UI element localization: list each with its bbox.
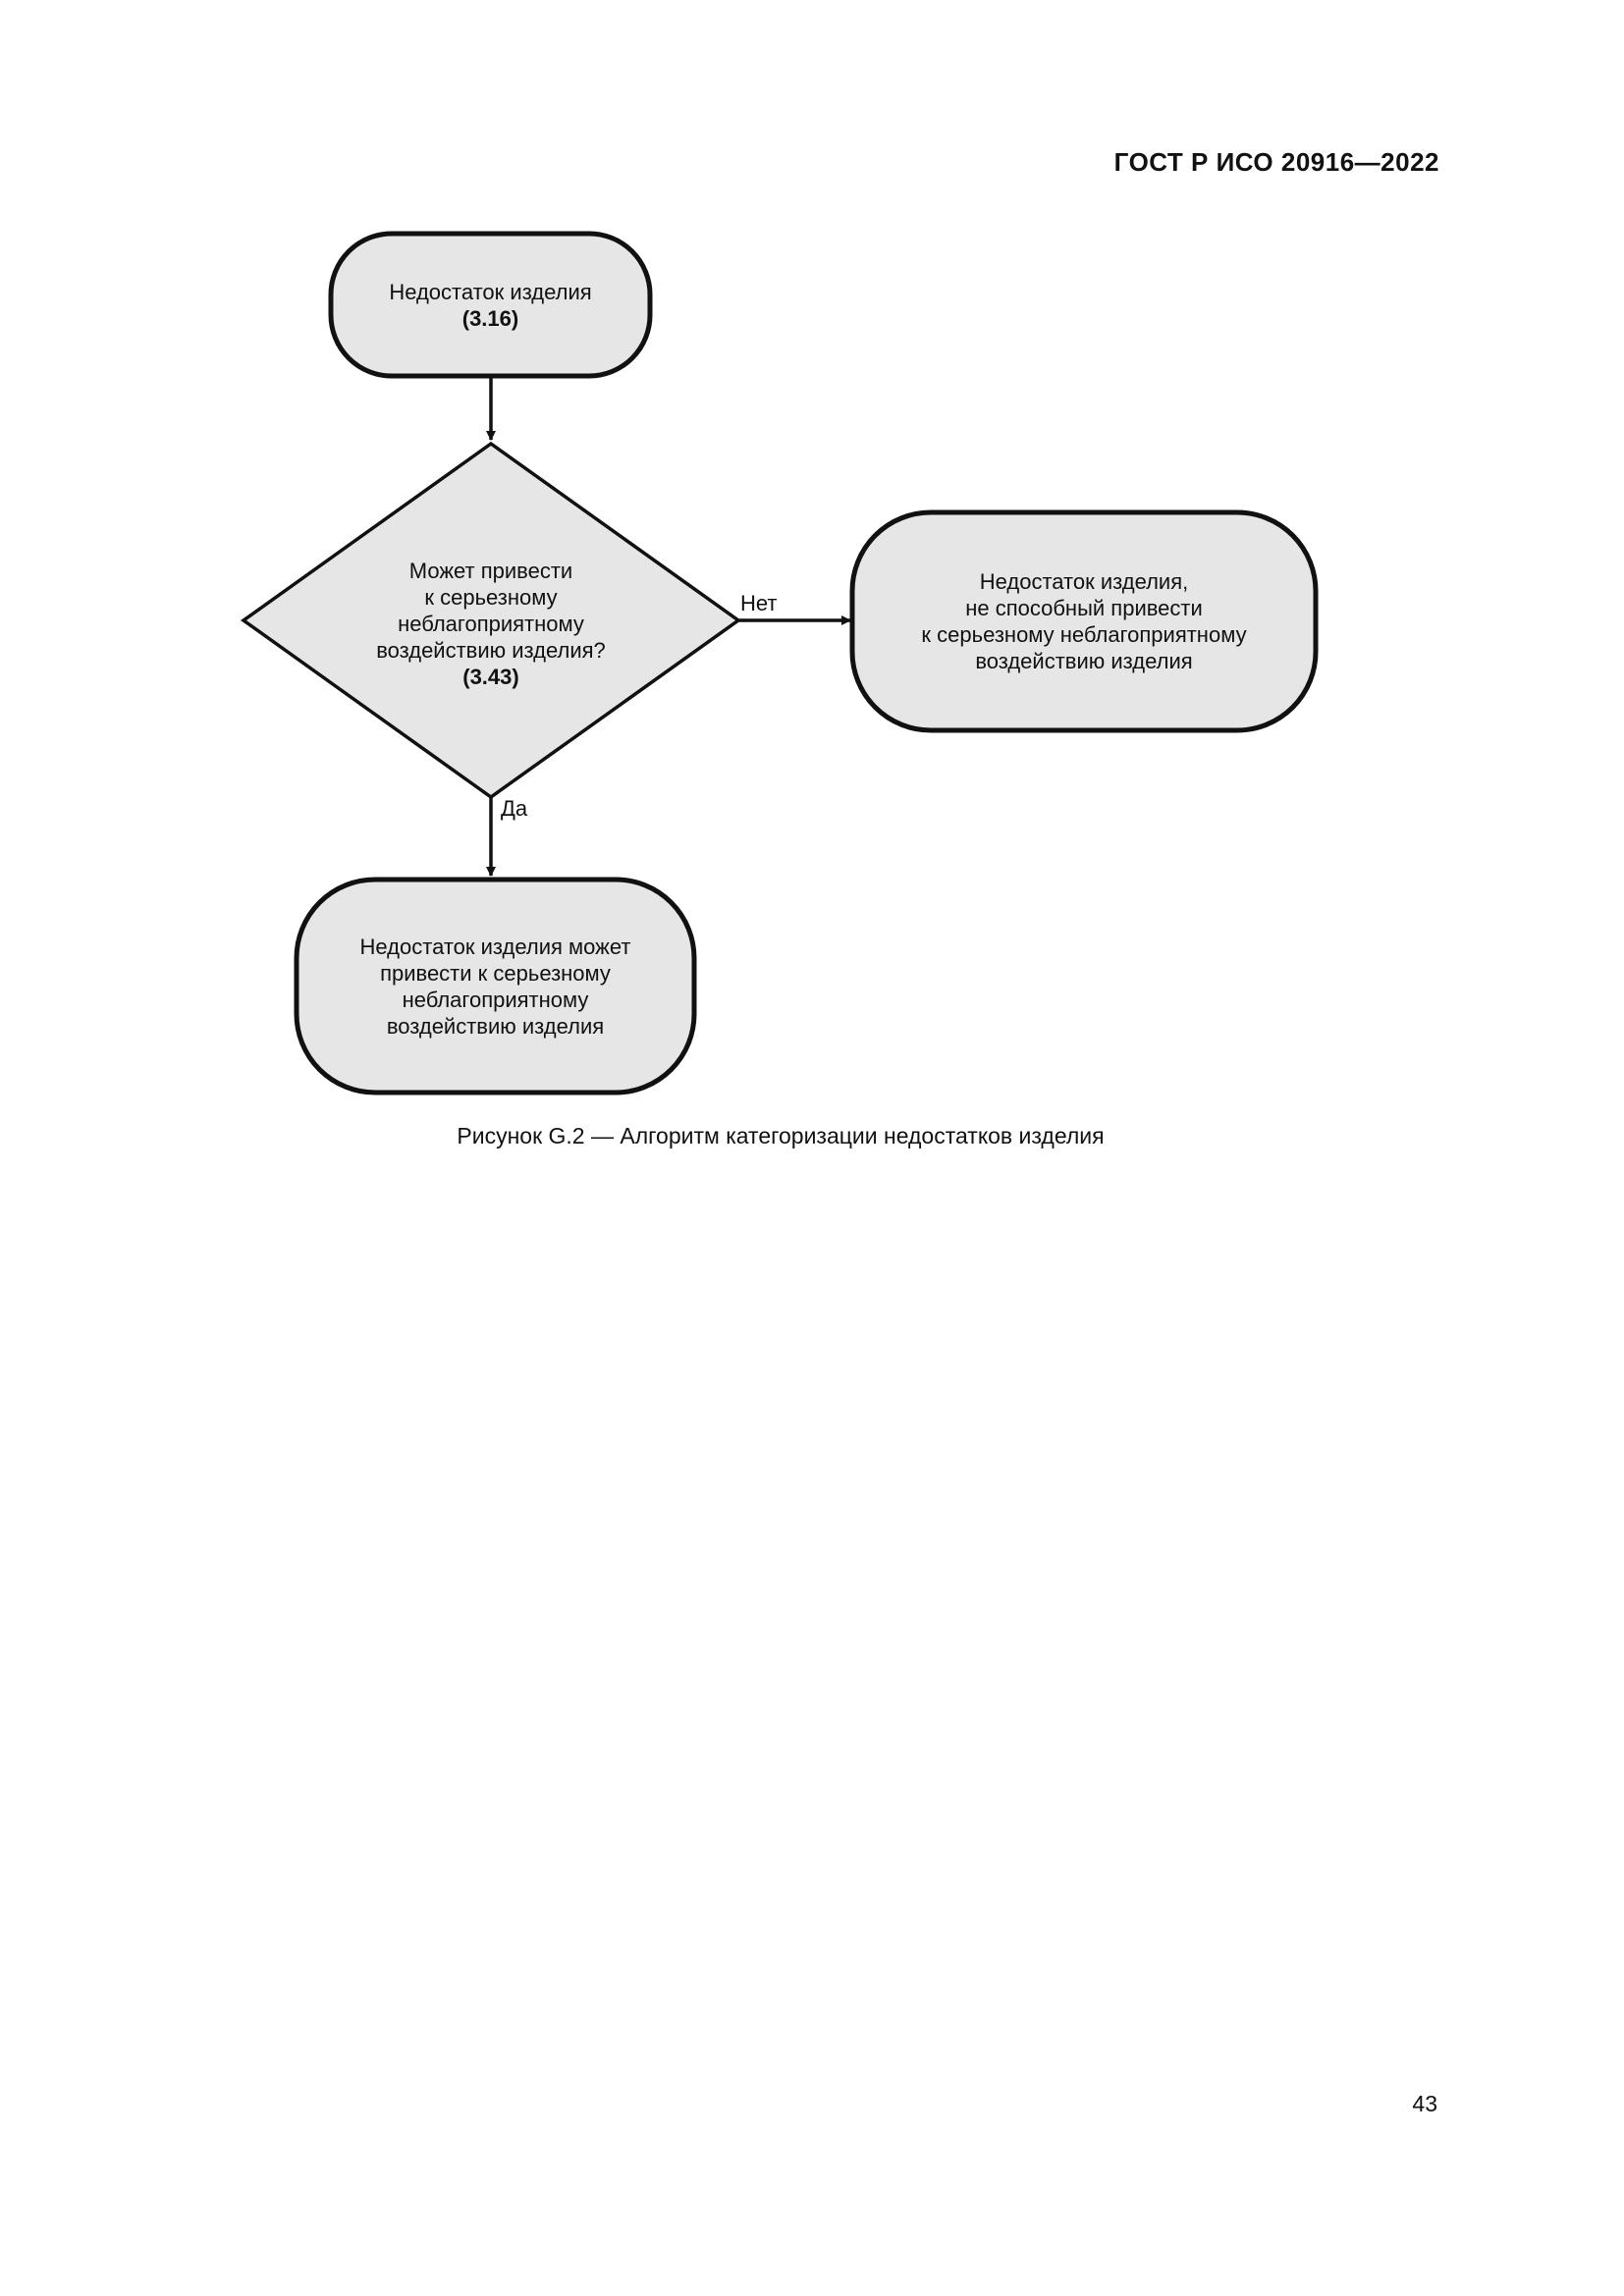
start-node-line: Недостаток изделия [389,279,592,304]
figure-caption: Рисунок G.2 — Алгоритм категоризации недостатков изделия [457,1123,1105,1148]
decision-node-line-4: воздействию изделия? [376,637,606,663]
outcome-yes-text [297,880,694,1093]
start-node-text [331,234,650,376]
decision-node-ref: (3.43) [462,664,519,689]
outcome-no-line-3: к серьезному неблагоприятному [921,622,1247,647]
outcome-yes-line-2: привести к серьезному [380,960,611,986]
decision-node-line-3: неблагоприятному [398,611,584,636]
edge-label-yes: Да [501,796,528,821]
decision-node-line-2: к серьезному [424,584,558,610]
page-number: 43 [1412,2091,1437,2116]
decision-node-text [324,535,658,712]
standard-header: ГОСТ Р ИСО 20916—2022 [1113,147,1439,177]
outcome-yes-line-1: Недостаток изделия может [359,934,631,959]
outcome-no-line-2: не способный привести [965,596,1203,620]
outcome-no-text [852,512,1316,730]
decision-node-line-1: Может привести [408,558,573,583]
outcome-no-line-1: Недостаток изделия, [979,569,1189,594]
outcome-yes-line-3: неблагоприятному [402,987,589,1012]
outcome-yes-line-4: воздействию изделия [386,1013,605,1039]
edge-label-no: Нет [740,591,778,615]
start-node-ref: (3.16) [461,305,519,331]
outcome-no-line-4: воздействию изделия [975,649,1193,673]
